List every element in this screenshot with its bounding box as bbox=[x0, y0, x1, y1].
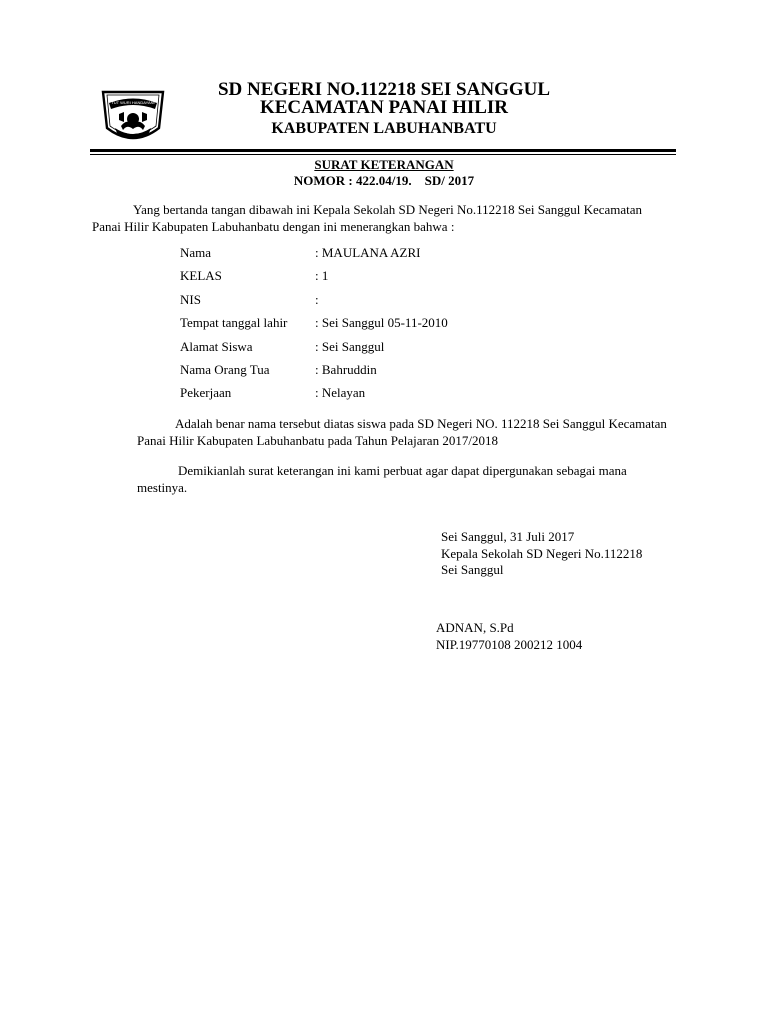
field-colon: : bbox=[315, 315, 322, 331]
field-colon: : bbox=[315, 361, 322, 377]
field-row-class bbox=[180, 264, 620, 287]
field-colon: : bbox=[315, 245, 322, 260]
field-value: 1 bbox=[321, 268, 329, 284]
signatory-nip: NIP.19770108 200212 1004 bbox=[436, 636, 583, 652]
logo-motto-text: TUT WURI HANDAYANI bbox=[111, 100, 155, 105]
signature-position-location: Sei Sanggul bbox=[441, 562, 504, 577]
signature-place-date: Sei Sanggul, 31 Juli 2017 bbox=[441, 529, 575, 544]
student-details bbox=[180, 241, 620, 405]
field-label: KELAS bbox=[180, 268, 222, 284]
field-label: Nama bbox=[180, 245, 212, 260]
field-label: Tempat tanggal lahir bbox=[180, 315, 288, 331]
field-colon: : bbox=[315, 268, 322, 284]
field-row-address bbox=[180, 335, 620, 358]
field-value: Nelayan bbox=[321, 385, 366, 401]
field-label: Nama Orang Tua bbox=[180, 361, 270, 377]
signature-position: Kepala Sekolah SD Negeri No.112218 bbox=[441, 545, 643, 561]
field-value: Sei Sanggul 05-11-2010 bbox=[321, 315, 448, 331]
field-value: Bahruddin bbox=[321, 361, 377, 377]
letterhead-divider-thick bbox=[90, 149, 676, 152]
field-colon: : bbox=[315, 385, 322, 401]
closing-paragraph: Demikianlah surat keterangan ini kami perbuat agar dapat dipergunakan sebagai mana mestinya. bbox=[137, 463, 627, 495]
school-name: SD NEGERI NO.112218 SEI SANGGUL bbox=[217, 79, 551, 100]
document-title: SURAT KETERANGAN bbox=[314, 157, 454, 172]
field-row-nis bbox=[180, 288, 620, 311]
field-label: NIS bbox=[180, 291, 201, 307]
signatory-name: ADNAN, S.Pd bbox=[436, 620, 514, 635]
field-value: MAULANA AZRI bbox=[321, 245, 421, 260]
field-row-occupation bbox=[180, 381, 620, 404]
field-row-name bbox=[180, 241, 620, 264]
district-name: KECAMATAN PANAI HILIR bbox=[259, 97, 509, 118]
regency-name: KABUPATEN LABUHANBATU bbox=[271, 120, 497, 137]
document-number: NOMOR : 422.04/19. SD/ 2017 bbox=[293, 173, 475, 188]
field-colon: : bbox=[315, 291, 322, 307]
field-colon: : bbox=[315, 338, 322, 354]
field-label: Alamat Siswa bbox=[180, 338, 253, 354]
signatory-block bbox=[436, 620, 716, 653]
signature-block bbox=[441, 529, 721, 579]
field-row-birth bbox=[180, 311, 620, 334]
statement-paragraph: Adalah benar nama tersebut diatas siswa pada SD Negeri NO. 112218 Sei Sanggul Kecamatan Panai Hilir Kabupaten Labuhanbatu pada Tahun Pelajaran 2017/2018 bbox=[137, 416, 667, 448]
letterhead-divider-thin bbox=[90, 154, 676, 155]
tut-wuri-handayani-logo bbox=[97, 88, 169, 148]
intro-paragraph: Yang bertanda tangan dibawah ini Kepala Sekolah SD Negeri No.112218 Sei Sanggul Kecamatan Panai Hilir Kabupaten Labuhanbatu dengan ini menerangkan bahwa : bbox=[92, 202, 643, 234]
field-label: Pekerjaan bbox=[180, 385, 232, 401]
field-row-parent bbox=[180, 358, 620, 381]
field-value: Sei Sanggul bbox=[321, 338, 385, 354]
